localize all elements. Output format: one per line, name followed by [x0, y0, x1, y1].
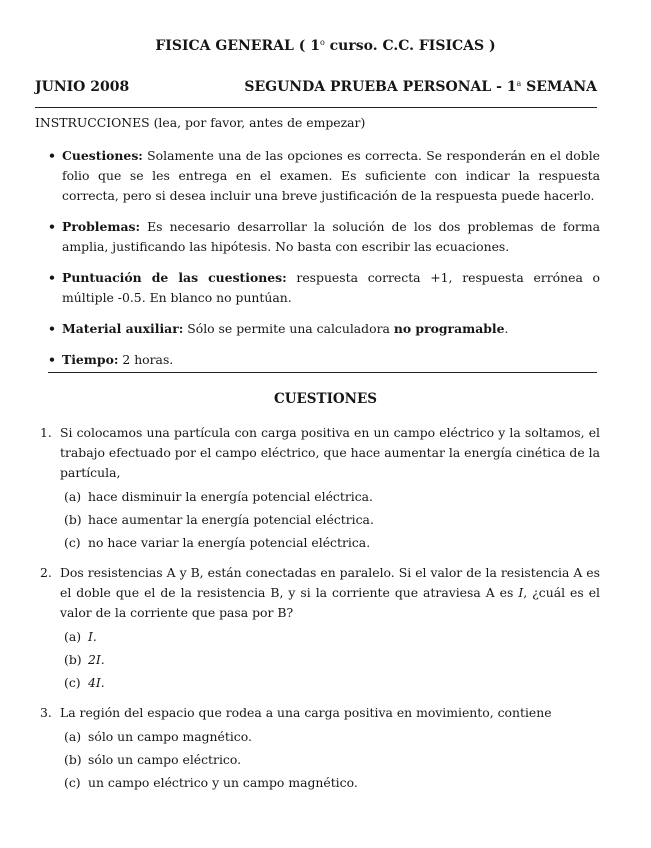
instruction-item-puntuacion — [48, 268, 600, 308]
option-c — [64, 673, 600, 696]
option-text: 2I. — [88, 652, 105, 667]
question-number: 3. — [40, 705, 52, 720]
instruction-item-material — [48, 319, 600, 339]
instruction-label: Puntuación de las cuestiones: — [62, 270, 287, 285]
question-3 — [40, 703, 600, 796]
section-title: CUESTIONES — [273, 391, 378, 407]
bullet-icon: • — [48, 321, 56, 336]
instruction-text: 2 horas. — [118, 352, 174, 367]
exam-subheader — [35, 78, 597, 98]
question-number: 1. — [40, 425, 52, 440]
option-label: (b) — [64, 752, 82, 767]
option-text: hace disminuir la energía potencial eléctrica. — [88, 489, 373, 504]
question-number: 2. — [40, 565, 52, 580]
option-a — [64, 627, 600, 650]
instruction-label: Tiempo: — [62, 352, 119, 367]
stem-text: Dos resistencias A y B, están conectadas en paralelo. Si el valor de la resistencia A es el doble que el de la resistencia B, y si la corriente que atraviesa A es — [60, 565, 600, 600]
option-a — [64, 487, 600, 510]
header-divider — [35, 107, 597, 108]
bullet-icon: • — [48, 219, 56, 234]
question-stem: La región del espacio que rodea a una carga positiva en movimiento, contiene — [60, 705, 552, 720]
question-stem: Si colocamos una partícula con carga positiva en un campo eléctrico y la soltamos, el trabajo efectuado por el campo eléctrico, que hace aumentar la energía cinética de la partícula, — [60, 425, 600, 480]
option-label: (c) — [64, 775, 81, 790]
instruction-tail: . — [504, 321, 509, 336]
question-2 — [40, 563, 600, 696]
option-label: (c) — [64, 675, 81, 690]
session-superscript: a — [516, 79, 522, 88]
option-b — [64, 510, 600, 533]
option-label: (a) — [64, 629, 82, 644]
instruction-label: Problemas: — [62, 219, 141, 234]
option-label: (c) — [64, 535, 81, 550]
instruction-text: Solamente una de las opciones es correcta. Se responderán en el doble folio que se les entrega en el examen. Es suficiente con indicar la respuesta correcta, pero si desea incluir una breve justificación de la respuesta puede hacerlo. — [62, 148, 600, 203]
option-text: un campo eléctrico y un campo magnético. — [88, 775, 358, 790]
stem-text-end: , ¿cuál es el valor de la corriente que pasa por B? — [60, 585, 600, 620]
option-c — [64, 773, 600, 796]
instruction-text: respuesta correcta +1, respuesta errónea o múltiple -0.5. En blanco no puntúan. — [62, 270, 600, 305]
section-divider — [48, 372, 597, 373]
instruction-label: Cuestiones: — [62, 148, 143, 163]
title-text-end: curso. C.C. FISICAS ) — [324, 38, 496, 54]
option-text: hace aumentar la energía potencial eléctrica. — [88, 512, 374, 527]
exam-session — [244, 78, 597, 96]
option-text: sólo un campo eléctrico. — [88, 752, 242, 767]
instruction-text: Es necesario desarrollar la solución de los dos problemas de forma amplia, justificando las hipótesis. No basta con escribir las ecuaciones. — [62, 219, 600, 254]
option-text: I. — [88, 629, 97, 644]
question-1 — [40, 423, 600, 556]
session-text: SEGUNDA PRUEBA PERSONAL - 1 — [244, 79, 517, 95]
exam-date: JUNIO 2008 — [35, 79, 130, 95]
instruction-text: Sólo se permite una calculadora — [183, 321, 394, 336]
instructions-list — [48, 146, 600, 381]
stem-variable: I — [518, 585, 524, 600]
question-stem — [60, 563, 600, 623]
option-b — [64, 750, 600, 773]
option-label: (a) — [64, 489, 82, 504]
instruction-label: Material auxiliar: — [62, 321, 184, 336]
option-label: (b) — [64, 652, 82, 667]
instructions-heading: INSTRUCCIONES (lea, por favor, antes de empezar) — [35, 115, 366, 130]
instruction-item-tiempo — [48, 350, 600, 370]
option-text: no hace variar la energía potencial eléctrica. — [88, 535, 371, 550]
option-label: (b) — [64, 512, 82, 527]
option-a — [64, 727, 600, 750]
options-list — [60, 727, 600, 796]
session-text-end: SEMANA — [521, 79, 597, 95]
bullet-icon: • — [48, 148, 56, 163]
instruction-emphasis: no programable — [393, 321, 505, 336]
instruction-item-problemas — [48, 217, 600, 257]
title-text: FISICA GENERAL ( 1 — [155, 38, 320, 54]
option-c — [64, 533, 600, 556]
option-text: 4I. — [88, 675, 105, 690]
questions-list — [40, 423, 600, 803]
option-b — [64, 650, 600, 673]
bullet-icon: • — [48, 270, 56, 285]
options-list — [60, 627, 600, 696]
bullet-icon: • — [48, 352, 56, 367]
instruction-item-cuestiones — [48, 146, 600, 206]
option-label: (a) — [64, 729, 82, 744]
title-superscript: o — [319, 38, 325, 47]
option-text: sólo un campo magnético. — [88, 729, 252, 744]
exam-title — [0, 37, 651, 55]
options-list — [60, 487, 600, 556]
